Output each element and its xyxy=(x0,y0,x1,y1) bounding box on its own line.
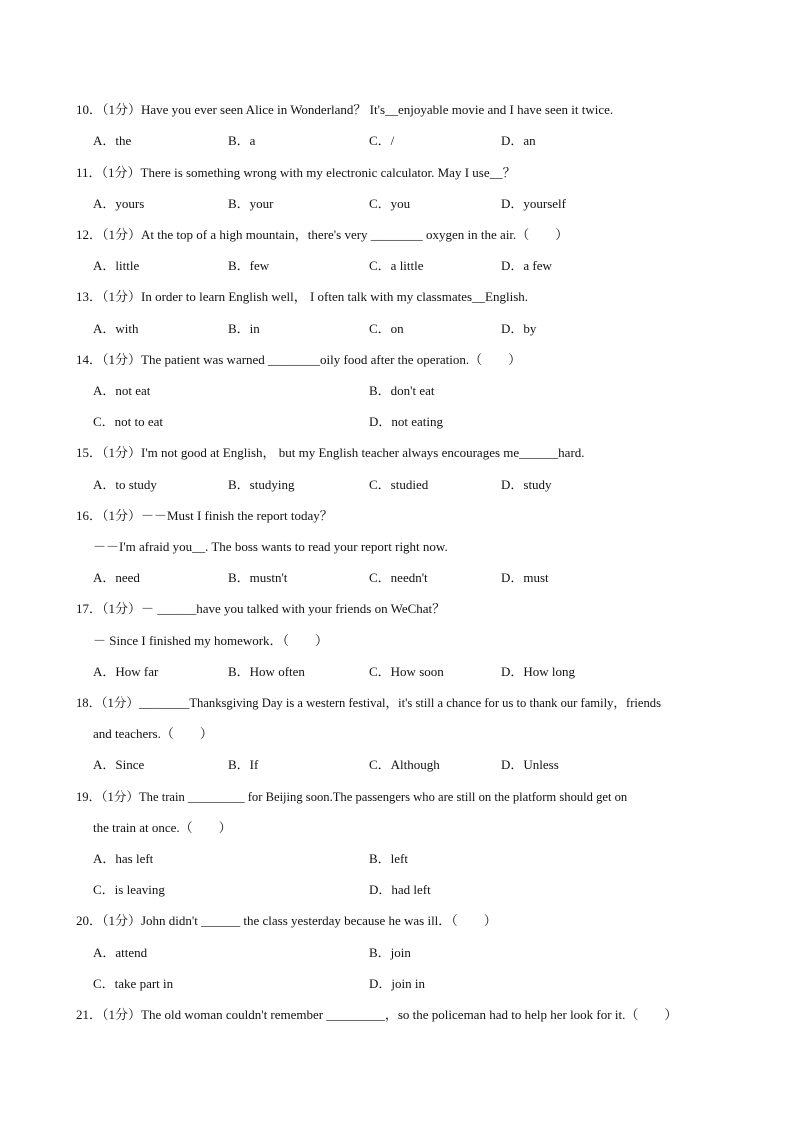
q13-option-d: D．by xyxy=(501,321,537,336)
q11-option-c: C．you xyxy=(369,196,411,211)
q15-option-c: C．studied xyxy=(369,477,429,492)
question-14-stem: 14．（1分）The patient was warned ________oily food after the operation.（ ） xyxy=(76,352,522,367)
question-12-stem: 12．（1分）At the top of a high mountain，there's very ________ oxygen in the air.（ ） xyxy=(76,227,569,242)
q11-option-b: B．your xyxy=(228,196,274,211)
question-19-continuation: the train at once.（ ） xyxy=(93,820,232,835)
q17-option-c: C．How soon xyxy=(369,664,444,679)
q19-option-b: B．left xyxy=(369,851,408,866)
question-11-stem: 11．（1分）There is something wrong with my electronic calculator. May I use__？ xyxy=(76,165,516,180)
q16-option-d: D．must xyxy=(501,570,549,585)
question-15-stem: 15．（1分）I'm not good at English， but my English teacher always encourages me______hard. xyxy=(76,445,585,460)
question-16-continuation: －－I'm afraid you__. The boss wants to read your report right now. xyxy=(93,539,448,554)
q17-option-b: B．How often xyxy=(228,664,305,679)
q20-option-a: A．attend xyxy=(93,945,148,960)
q10-option-c: C．/ xyxy=(369,133,395,148)
q10-option-b: B．a xyxy=(228,133,256,148)
q12-option-a: A．little xyxy=(93,258,140,273)
q14-option-b: B．don't eat xyxy=(369,383,435,398)
q11-option-d: D．yourself xyxy=(501,196,566,211)
question-16-stem: 16．（1分）－－Must I finish the report today？ xyxy=(76,508,333,523)
q18-option-a: A．Since xyxy=(93,757,145,772)
question-20-stem: 20．（1分）John didn't ______ the class yesterday because he was ill．（ ） xyxy=(76,913,497,928)
q11-option-a: A．yours xyxy=(93,196,145,211)
q18-option-c: C．Although xyxy=(369,757,440,772)
question-17-continuation: － Since I finished my homework．（ ） xyxy=(93,633,329,648)
q13-option-c: C．on xyxy=(369,321,404,336)
q18-option-d: D．Unless xyxy=(501,757,559,772)
q19-option-a: A．has left xyxy=(93,851,154,866)
q15-option-a: A．to study xyxy=(93,477,157,492)
q20-option-d: D．join in xyxy=(369,976,425,991)
q19-option-d: D．had left xyxy=(369,882,431,897)
q18-option-b: B．If xyxy=(228,757,259,772)
q20-option-c: C．take part in xyxy=(93,976,174,991)
q10-option-d: D．an xyxy=(501,133,536,148)
q16-option-b: B．mustn't xyxy=(228,570,288,585)
q17-option-d: D．How long xyxy=(501,664,576,679)
q14-option-d: D．not eating xyxy=(369,414,444,429)
q10-option-a: A．the xyxy=(93,133,132,148)
q13-option-a: A．with xyxy=(93,321,139,336)
q14-option-c: C．not to eat xyxy=(93,414,164,429)
q14-option-a: A．not eat xyxy=(93,383,151,398)
question-13-stem: 13．（1分）In order to learn English well， I often talk with my classmates__English. xyxy=(76,289,529,304)
q12-option-b: B．few xyxy=(228,258,270,273)
q15-option-b: B．studying xyxy=(228,477,295,492)
q17-option-a: A．How far xyxy=(93,664,159,679)
question-17-stem: 17．（1分）－ ______have you talked with your friends on WeChat？ xyxy=(76,601,446,616)
q15-option-d: D．study xyxy=(501,477,552,492)
question-21-stem: 21．（1分）The old woman couldn't remember _________，so the policeman had to help her look for it.（ ） xyxy=(76,1007,678,1022)
q13-option-b: B．in xyxy=(228,321,260,336)
q16-option-a: A．need xyxy=(93,570,140,585)
q19-option-c: C．is leaving xyxy=(93,882,165,897)
question-10-stem: 10．（1分）Have you ever seen Alice in Wonderland？ It's__enjoyable movie and I have seen it twice. xyxy=(76,102,614,117)
question-18-stem: 18．（1分）________Thanksgiving Day is a western festival，it's still a chance for us to thank our family，friends xyxy=(76,696,661,710)
question-18-continuation: and teachers.（ ） xyxy=(93,726,213,741)
question-19-stem: 19．（1分）The train _________ for Beijing soon.The passengers who are still on the platform should get on xyxy=(76,790,628,804)
q16-option-c: C．needn't xyxy=(369,570,428,585)
q12-option-d: D．a few xyxy=(501,258,552,273)
q20-option-b: B．join xyxy=(369,945,411,960)
q12-option-c: C．a little xyxy=(369,258,424,273)
